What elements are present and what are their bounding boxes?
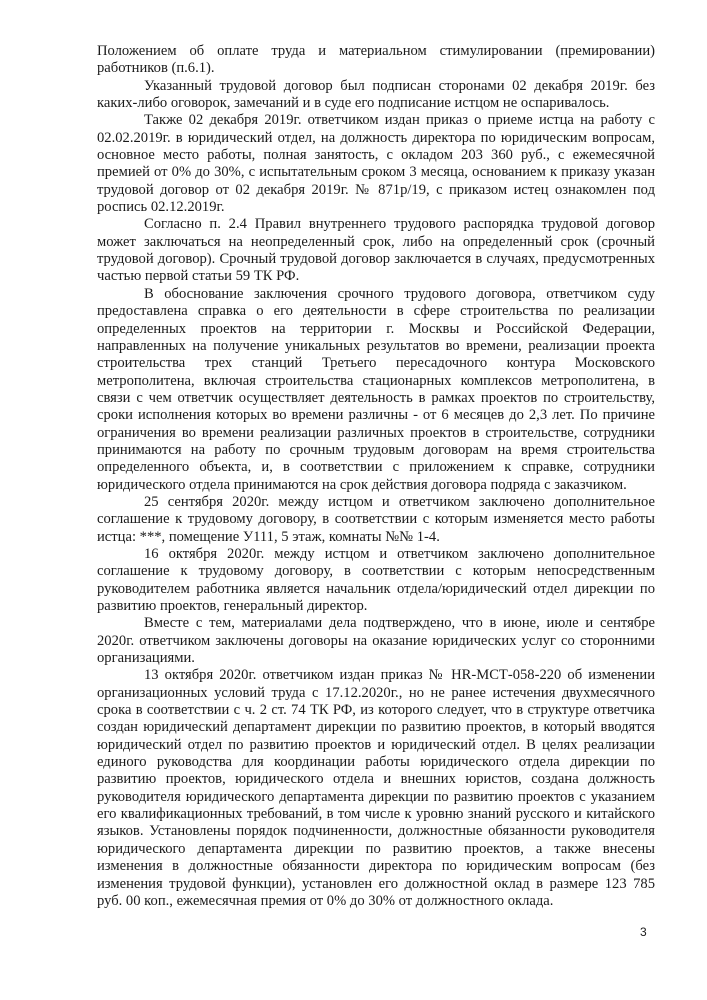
paragraph-1: Положением об оплате труда и материальном стимулировании (премировании) работников (п.6.1). (97, 43, 655, 77)
paragraph-6: 25 сентября 2020г. между истцом и ответчиком заключено дополнительное соглашение к трудовому договору, в соответствии с которым изменяется место работы истца: ***, помещение У111, 5 этаж, комнаты №№ 1-4. (97, 493, 655, 545)
paragraph-3: Также 02 декабря 2019г. ответчиком издан приказ о приеме истца на работу с 02.02.2019г. в юридический отдел, на должность директора по юридическим вопросам, основное место работы, полная занятость, с окладом 203 360 руб., с ежемесячной премией от 0% до 30%, с испытательным сроком 3 месяца, основанием к приказу указан трудовой договор от 02 декабря 2019г. № 871р/19, с приказом истец ознакомлен под роспись 02.12.2019г. (97, 112, 655, 216)
paragraph-7: 16 октября 2020г. между истцом и ответчиком заключено дополнительное соглашение к трудовому договору, в соответствии с которым непосредственным руководителем работника является начальник отдела/юридический отдел дирекции по развитию проектов, генеральный директор. (97, 545, 655, 614)
page-number: 3 (640, 925, 647, 939)
paragraph-4: Согласно п. 2.4 Правил внутреннего трудового распорядка трудовой договор может заключаться на неопределенный срок, либо на определенный срок (срочный трудовой договор). Срочный трудовой договор заключается в случаях, предусмотренных частью первой статьи 59 ТК РФ. (97, 216, 655, 285)
document-body (97, 43, 655, 910)
paragraph-5: В обоснование заключения срочного трудового договора, ответчиком суду предоставлена справка о его деятельности в сфере строительства по реализации определенных проектов на территории г. Москвы и Российской Федерации, направленных на получение уникальных результатов во времени, реализации проекта строительства трех станций Третьего пересадочного контура Московского метрополитена, включая строительства стационарных комплексов метрополитена, в связи с чем ответчик осуществляет деятельность в рамках проектов по строительству, сроки исполнения которых во времени различны - от 6 месяцев до 2,3 лет. По причине ограничения во времени реализации различных проектов в строительстве, сотрудники принимаются на работу по срочным трудовым договорам на время строительства определенного объекта, и, в соответствии с приложением к справке, сотрудники юридического отдела принимаются на срок действия договора подряда с заказчиком. (97, 285, 655, 493)
paragraph-9: 13 октября 2020г. ответчиком издан приказ № HR-МСТ-058-220 об изменении организационных условий труда с 17.12.2020г., но не ранее истечения двухмесячного срока в соответствии с ч. 2 ст. 74 ТК РФ, из которого следует, что в структуре ответчика создан юридический департамент дирекции по развитию проектов, в который вводятся юридический отдел по развитию проектов и юридический отдел. В целях реализации единого руководства для координации работы юридического отдела дирекции по развитию проектов, юридического отдела и внешних юристов, создана должность руководителя юридического департамента дирекции по развитию проектов с указанием его квалификационных требований, в том числе к уровню знаний русского и китайского языков. Установлены порядок подчиненности, должностные обязанности руководителя юридического департамента дирекции по развитию проектов, а также внесены изменения в должностные обязанности директора по юридическим вопросам (без изменения трудовой функции), установлен его должностной оклад в размере 123 785 руб. 00 коп., ежемесячная премия от 0% до 30% от должностного оклада. (97, 667, 655, 909)
paragraph-8: Вместе с тем, материалами дела подтверждено, что в июне, июле и сентябре 2020г. ответчиком заключены договоры на оказание юридических услуг со сторонними организациями. (97, 615, 655, 667)
paragraph-2: Указанный трудовой договор был подписан сторонами 02 декабря 2019г. без каких-либо оговорок, замечаний и в суде его подписание истцом не оспаривалось. (97, 77, 655, 112)
